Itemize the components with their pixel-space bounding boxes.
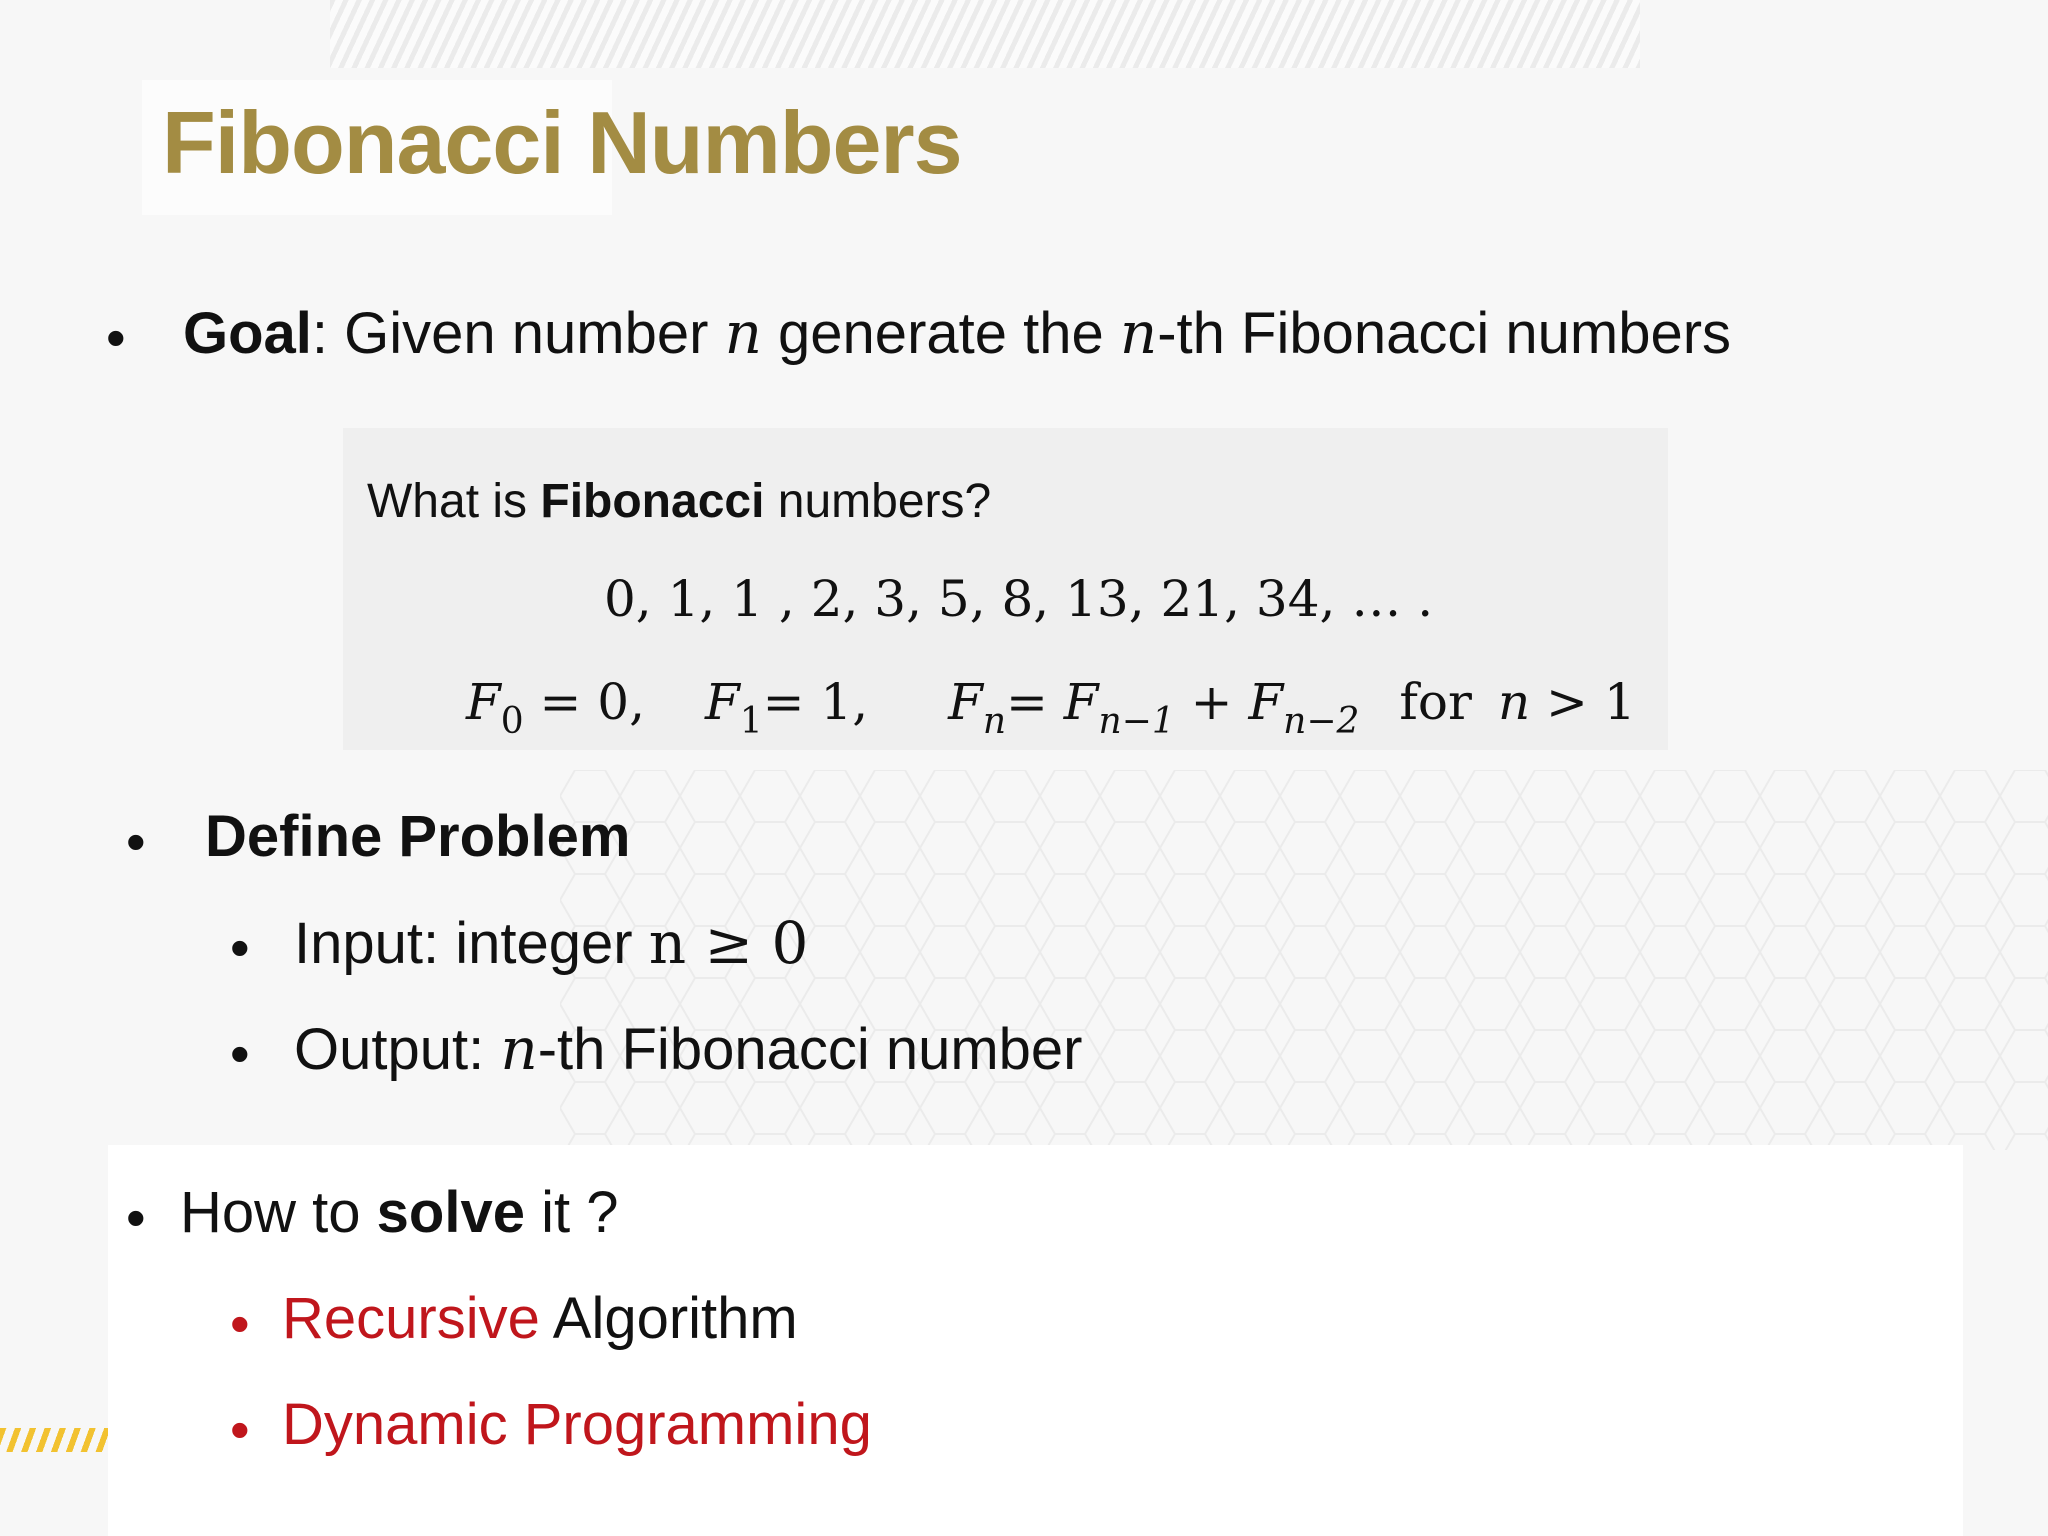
how-line — [180, 1180, 619, 1245]
bullet-dot: • — [126, 810, 146, 873]
input-math: n ≥ 0 — [648, 909, 809, 977]
f1-value: = 1, — [762, 673, 869, 731]
slide-title: Fibonacci Numbers — [162, 93, 962, 192]
recursive-label: Recursive — [282, 1286, 540, 1351]
dynamic-programming-line: Dynamic Programming — [282, 1392, 872, 1457]
fn2-symbol: F — [1248, 673, 1284, 731]
fn-symbol: F — [948, 673, 983, 731]
output-var-n: n — [500, 1015, 538, 1083]
goal-sep: : — [311, 301, 345, 366]
question-post: numbers? — [764, 475, 992, 528]
plus-sign: + — [1174, 673, 1249, 731]
bullet-dot: • — [230, 1022, 250, 1085]
for-word: for — [1399, 673, 1472, 731]
fn2-subscript: n−2 — [1283, 701, 1360, 742]
cond-var-n: n — [1497, 673, 1531, 731]
how-pre: How to — [180, 1180, 377, 1245]
how-bold: solve — [376, 1180, 525, 1245]
f1-subscript: 1 — [739, 701, 763, 742]
input-label: Input: integer — [294, 911, 649, 976]
output-line — [294, 1015, 1083, 1083]
fibonacci-sequence: 0, 1, 1 , 2, 3, 5, 8, 13, 21, 34, … . — [604, 570, 1434, 628]
goal-text-1: Given number — [344, 301, 725, 366]
goal-var-n: n — [724, 299, 762, 367]
definition-question — [367, 474, 991, 529]
fn-subscript: n — [982, 701, 1006, 742]
goal-label: Goal — [183, 301, 312, 366]
f0-symbol: F — [466, 673, 501, 731]
recurrence-formula — [466, 673, 1636, 742]
input-line — [294, 909, 809, 977]
bullet-dot-red: • — [230, 1398, 250, 1461]
recursive-line — [282, 1286, 798, 1351]
f0-subscript: 0 — [500, 701, 524, 742]
cond-greater-than-one: > 1 — [1530, 673, 1636, 731]
bullet-dot: • — [230, 916, 250, 979]
f0-value: = 0, — [523, 673, 645, 731]
hazard-stripes — [0, 1428, 108, 1452]
define-problem-heading: Define Problem — [205, 804, 631, 869]
fn-equals: = — [1006, 673, 1064, 731]
f1-symbol: F — [705, 673, 740, 731]
output-text: -th Fibonacci number — [537, 1017, 1083, 1082]
goal-text-2: generate the — [761, 301, 1120, 366]
algorithm-label: Algorithm — [539, 1286, 798, 1351]
bullet-dot: • — [126, 1186, 146, 1249]
goal-line — [183, 299, 1732, 367]
decorative-stripes — [330, 0, 1640, 68]
question-bold: Fibonacci — [540, 475, 765, 528]
fn1-symbol: F — [1063, 673, 1099, 731]
how-post: it ? — [524, 1180, 619, 1245]
bullet-dot-red: • — [230, 1292, 250, 1355]
fn1-subscript: n−1 — [1098, 701, 1175, 742]
goal-text-3: -th Fibonacci numbers — [1157, 301, 1732, 366]
bullet-dot: • — [106, 306, 126, 369]
goal-var-n-2: n — [1119, 299, 1158, 367]
question-pre: What is — [367, 475, 541, 528]
output-label: Output: — [294, 1017, 501, 1082]
